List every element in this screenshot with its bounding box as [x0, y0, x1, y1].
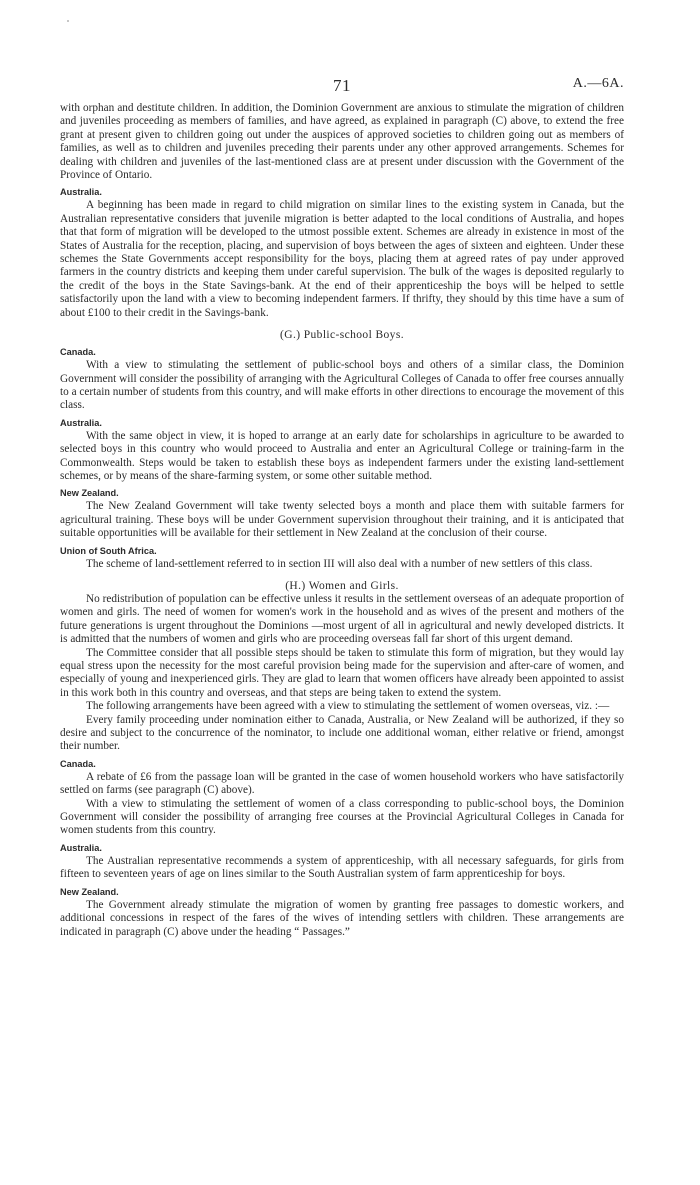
region-heading: Australia. [60, 187, 102, 198]
page-number: 71 [333, 76, 351, 95]
paragraph: With a view to stimulating the settlement of women of a class corresponding to public-school boys, the Dominion Government will consider the possibility of arranging free courses at the Provincial Agricultural Colleges in Canada for women students from this country. [60, 797, 624, 837]
paragraph: A rebate of £6 from the passage loan will be granted in the case of women household workers who have satisfactorily settled on farms (see paragraph (C) above). [60, 770, 624, 797]
region-heading: New Zealand. [60, 488, 119, 499]
paragraph: The Australian representative recommends a system of apprenticeship, with all necessary safeguards, for girls from fifteen to seventeen years of age on lines similar to the South Australian system of farm apprenticeship for boys. [60, 854, 624, 881]
paragraph: Every family proceeding under nomination either to Canada, Australia, or New Zealand will be authorized, if they so desire and subject to the concurrence of the nominator, to include one additional woman, either relative or friend, amongst their number. [60, 713, 624, 753]
region-heading: New Zealand. [60, 886, 119, 897]
paragraph: With the same object in view, it is hoped to arrange at an early date for scholarships in agriculture to be awarded to selected boys in this country who would proceed to Australia and enter an Agricultural College or training-farm in the Commonwealth. Steps would be taken to establish these boys as independent farmers under the existing land-settlement schemes, or by means of the share-farming system, or some other suitable method. [60, 429, 624, 482]
region-heading: Australia. [60, 842, 102, 853]
paragraph: The Committee consider that all possible steps should be taken to stimulate this form of migration, but they would lay equal stress upon the necessity for the most careful provision being made for the supervision and after-care of women, and especially of young and inexperienced girls. They are glad to learn that women officers have already been appointed to assist in this work both in this country and overseas, and that steps are being taken to extend the system. [60, 646, 624, 699]
section-heading: (G.) Public-school Boys. [280, 329, 404, 342]
section-heading: (H.) Women and Girls. [285, 579, 399, 592]
region-heading: Union of South Africa. [60, 545, 157, 556]
paragraph: A beginning has been made in regard to child migration on similar lines to the existing system in Canada, but the Australian representative considers that juvenile migration is better adapted to the local conditions of Australia, and hopes that that form of migration will be developed to the utmost possible extent. Schemes are already in existence in most of the States of Australia for the reception, placing, and supervision of boys between the ages of sixteen and eighteen. Under these schemes the State Governments accept responsibility for the boys, placing them at agreed rates of pay under approved farmers in the country districts and keeping them under careful supervision. The bulk of the wages is deposited regularly to the credit of the boys in the State Savings-bank. At the end of their apprenticeship the boys will be helped to settle satisfactorily upon the land with a view to becoming independent farmers. If thrifty, they should by this time have a sum of about £100 to their credit in the Savings-bank. [60, 199, 624, 319]
region-heading: Canada. [60, 347, 96, 358]
paragraph: The New Zealand Government will take twenty selected boys a month and place them with suitable farmers for agricultural training. These boys will be under Government supervision throughout their training, and it is anticipated that suitable opportunities will be available for their settlement in New Zealand at the conclusion of their course. [60, 500, 624, 540]
paragraph: The following arrangements have been agreed with a view to stimulating the settlement of women overseas, viz. :— [86, 700, 610, 713]
region-heading: Australia. [60, 417, 102, 428]
paragraph: With a view to stimulating the settlement of public-school boys and others of a similar class, the Dominion Government will consider the possibility of arranging with the Agricultural Colleges of Canada to offer free courses annually to a certain number of students from this country, and will make efforts in other directions to encourage the movement of this class. [60, 359, 624, 412]
scan-speck [67, 20, 69, 22]
document-page [60, 76, 624, 939]
region-heading: Canada. [60, 758, 96, 769]
page-header [60, 76, 624, 102]
paragraph: with orphan and destitute children. In addition, the Dominion Government are anxious to stimulate the migration of children and juveniles proceeding as members of families, and have agreed, as explained in paragraph (C) above, to extend the free grant at present given to children going out under the auspices of approved societies to children going out as members of families, as well as to children and juveniles preceding their parents under any other approved arrangements. Schemes for dealing with children and juveniles of the last-mentioned class are at present under discussion with the Government of the Province of Ontario. [60, 102, 624, 182]
document-body [60, 102, 624, 939]
paragraph: The scheme of land-settlement referred to in section III will also deal with a number of new settlers of this class. [86, 557, 593, 570]
document-reference: A.—6A. [572, 76, 624, 91]
paragraph: The Government already stimulate the migration of women by granting free passages to domestic workers, and additional concessions in respect of the fares of the wives of intending settlers with children. These arrangements are indicated in paragraph (C) above under the heading “ Passages.” [60, 898, 624, 938]
paragraph: No redistribution of population can be effective unless it results in the settlement overseas of an adequate proportion of women and girls. The need of women for women's work in the household and as wives of the present and mothers of the future generations is urgent throughout the Dominions —most urgent of all in agricultural and newly developed districts. It is admitted that the numbers of women and girls who are proceeding overseas fall far short of this urgent demand. [60, 592, 624, 646]
